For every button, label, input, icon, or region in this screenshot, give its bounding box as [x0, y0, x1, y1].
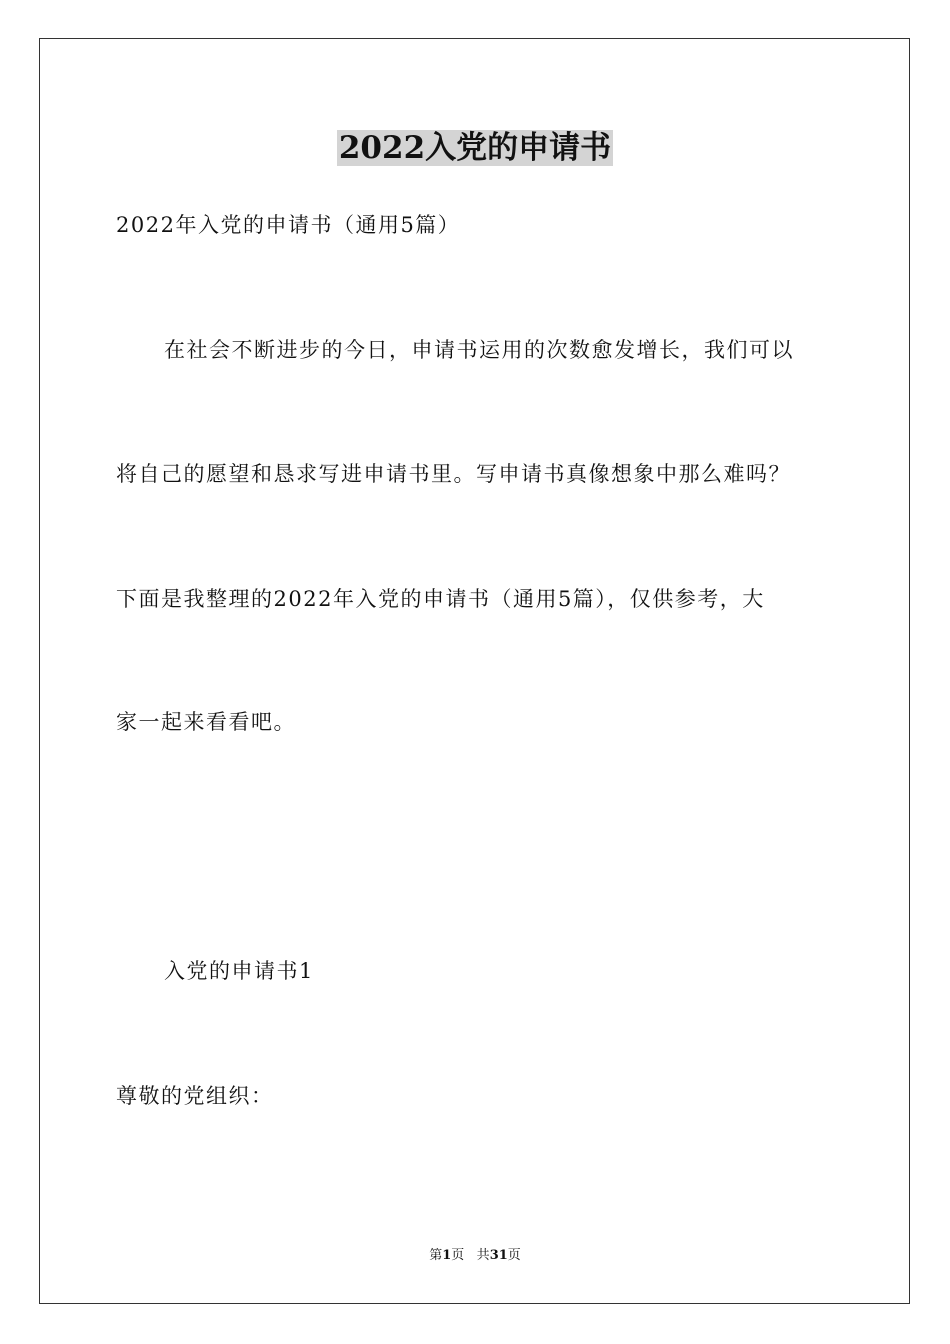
footer-page-prefix: 第 — [429, 1248, 443, 1263]
paragraph-line-4: 家一起来看看吧。 — [116, 710, 296, 734]
section-heading: 入党的申请书1 — [164, 959, 314, 983]
document-title-text: 2022入党的申请书 — [338, 130, 612, 166]
document-subtitle: 2022年入党的申请书（通用5篇） — [116, 213, 461, 237]
paragraph-line-2: 将自己的愿望和恳求写进申请书里。写申请书真像想象中那么难吗？ — [116, 462, 791, 486]
paragraph-line-1: 在社会不断进步的今日，申请书运用的次数愈发增长，我们可以 — [164, 338, 794, 362]
footer-total-prefix: 共 — [476, 1248, 490, 1263]
footer-total-suffix: 页 — [507, 1248, 521, 1263]
paragraph-line-3: 下面是我整理的2022年入党的申请书（通用5篇），仅供参考，大 — [116, 587, 765, 611]
document-title — [0, 124, 950, 172]
footer-page-suffix: 页 — [451, 1248, 465, 1263]
footer-total-pages: 31 — [489, 1248, 508, 1263]
salutation: 尊敬的党组织： — [116, 1084, 274, 1108]
footer-page-number: 1 — [442, 1248, 452, 1263]
page-footer — [0, 1247, 950, 1265]
